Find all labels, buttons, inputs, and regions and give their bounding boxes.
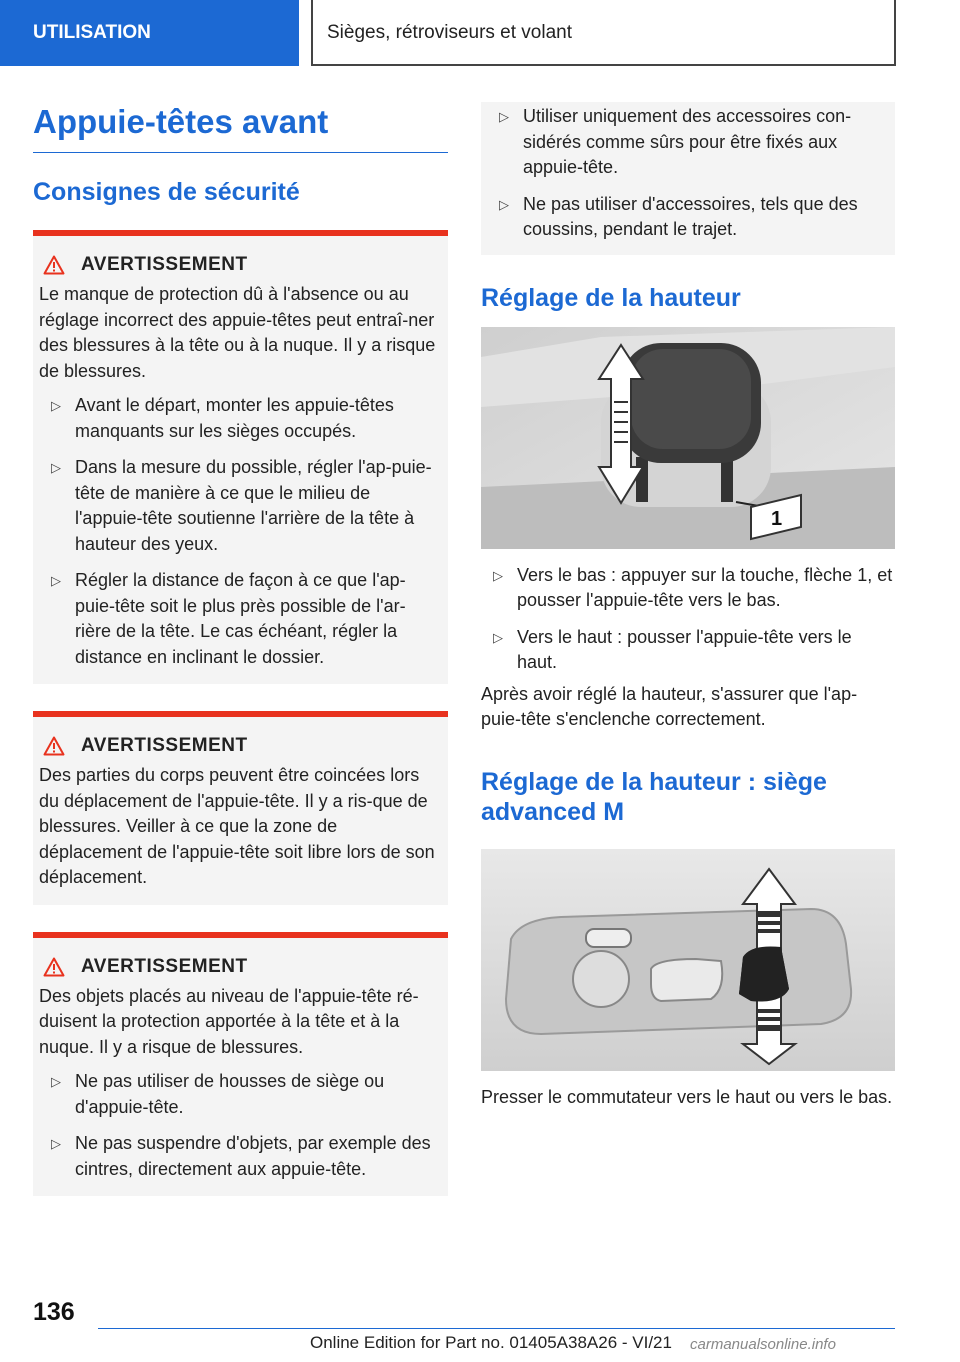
section-title-advanced-seat: Réglage de la hauteur : siège advanced M xyxy=(481,767,827,826)
section-title-height: Réglage de la hauteur xyxy=(481,283,741,312)
list-item: ▷ Ne pas utiliser de housses de siège ou d'appuie-tête. xyxy=(39,1069,440,1120)
watermark: carmanualsonline.info xyxy=(690,1336,836,1353)
advanced-seat-paragraph: Presser le commutateur vers le haut ou vers le bas. xyxy=(481,1086,893,1107)
note-box xyxy=(481,102,895,255)
height-paragraph: Après avoir réglé la hauteur, s'assurer que l'ap-puie-tête s'enclenche correctement. xyxy=(481,683,858,729)
page-number: 136 xyxy=(33,1298,75,1326)
warning-box xyxy=(33,932,448,1197)
list-item: ▷ Dans la mesure du possible, régler l'ap-puie-tête de manière à ce que le milieu de l'appuie-tête soutienne l'arrière de la tête à hauteur des yeux. xyxy=(39,455,440,557)
left-column xyxy=(33,100,448,1196)
callout-number: 1 xyxy=(771,507,783,530)
warning-bullets xyxy=(39,1069,440,1182)
chapter-title: Sièges, rétroviseurs et volant xyxy=(311,0,896,66)
warning-label: AVERTISSEMENT xyxy=(81,254,248,275)
warning-triangle-icon xyxy=(43,736,65,756)
list-item: ▷ Vers le haut : pousser l'appuie-tête vers le haut. xyxy=(481,625,895,676)
headrest-illustration xyxy=(481,327,895,549)
list-item: ▷ Ne pas utiliser d'accessoires, tels que des coussins, pendant le trajet. xyxy=(487,192,883,243)
list-item: ▷ Avant le départ, monter les appuie-têtes manquants sur les sièges occupés. xyxy=(39,393,440,444)
list-item: ▷ Régler la distance de façon à ce que l'ap-puie-tête soit le plus près possible de l'ar-rière de la tête. Le cas échéant, régler la distance en inclinant le dossier. xyxy=(39,568,440,670)
warning-label: AVERTISSEMENT xyxy=(81,955,248,977)
footer-edition: Online Edition for Part no. 01405A38A26 - VI/21 xyxy=(310,1333,672,1352)
warning-text: Des parties du corps peuvent être coincées lors du déplacement de l'appuie-tête. Il y a ris-que de blessures. Veiller à ce que la zone de déplacement de l'appuie-tête soit libre lors de son déplacement. xyxy=(39,765,435,887)
warning-header xyxy=(39,956,440,978)
warning-triangle-icon xyxy=(43,255,65,275)
warning-header xyxy=(39,735,440,757)
warning-box xyxy=(33,230,448,684)
page-title: Appuie-têtes avant xyxy=(33,100,448,153)
warning-label: AVERTISSEMENT xyxy=(81,735,248,756)
warning-text: Le manque de protection dû à l'absence ou au réglage incorrect des appuie-têtes peut entraî-ner des blessures à la tête ou à la nuque. Il y a risque de blessures. xyxy=(39,284,436,381)
section-tab: UTILISATION xyxy=(0,0,299,66)
right-column xyxy=(481,102,895,1110)
footer-divider xyxy=(98,1328,895,1329)
section-title-safety: Consignes de sécurité xyxy=(33,178,300,206)
warning-triangle-icon xyxy=(43,957,65,977)
list-item: ▷ Vers le bas : appuyer sur la touche, flèche 1, et pousser l'appuie-tête vers le bas. xyxy=(481,563,895,614)
warning-text: Des objets placés au niveau de l'appuie-tête ré-duisent la protection apportée à la tête et à la nuque. Il y a risque de blessures. xyxy=(39,985,419,1057)
note-bullets xyxy=(487,102,883,243)
page-header xyxy=(0,0,960,66)
warning-bullets xyxy=(39,393,440,670)
height-bullets xyxy=(481,563,895,676)
warning-header xyxy=(39,254,440,276)
warning-box xyxy=(33,711,448,905)
list-item: ▷ Ne pas suspendre d'objets, par exemple des cintres, directement aux appuie-tête. xyxy=(39,1131,440,1182)
seat-switch-illustration xyxy=(481,849,895,1071)
list-item: ▷ Utiliser uniquement des accessoires con-sidérés comme sûrs pour être fixés aux appuie-tête. xyxy=(487,104,883,181)
